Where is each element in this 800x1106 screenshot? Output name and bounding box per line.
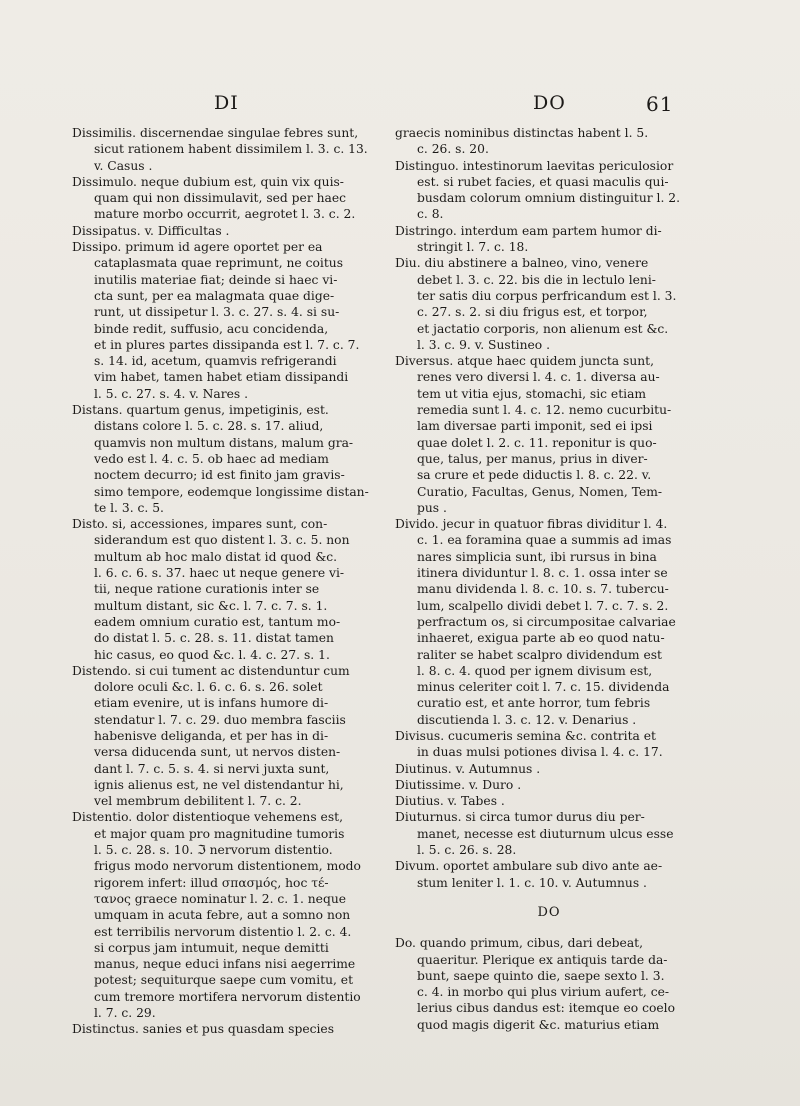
section-heading: DO bbox=[537, 904, 561, 920]
entry-text: oportet ambulare sub divo ante ae- stum leniter l. 1. c. 10. v. Autumnus . bbox=[417, 859, 663, 890]
dictionary-entry bbox=[395, 761, 703, 777]
entry-headword: Dissimulo. bbox=[72, 174, 137, 189]
entry-headword: Diuturnus. bbox=[395, 810, 462, 825]
header-center-letters: DO bbox=[533, 92, 566, 114]
dictionary-entry bbox=[395, 516, 703, 728]
entry-text: v. Difficultas . bbox=[144, 223, 230, 238]
right-column bbox=[395, 125, 703, 1033]
entry-headword: Distinguo. bbox=[395, 158, 459, 173]
running-header bbox=[0, 92, 800, 120]
dictionary-entry bbox=[72, 402, 376, 516]
entry-headword: Distans. bbox=[72, 403, 123, 418]
entry-headword: Disto. bbox=[72, 517, 109, 532]
entry-text: atque haec quidem juncta sunt, renes vero diversi l. 4. c. 1. diversa au- tem ut vitia ejus, stomachi, sic etiam remedia sunt l. 4. c. 12. nemo cucurbitu- lam diversae parti imponit, sed ei ipsi quae dolet l. 2. c. 11. reponitur is quo- que, talus, per manus, prius in diver- sa crure et pede diductis l. 8. c. 22. v. Curatio, Facultas, Genus, Nomen, Tem- pus . bbox=[417, 354, 672, 515]
entry-text: si circa tumor durus diu per- manet, necesse est diuturnum ulcus esse l. 5. c. 26. s. 28. bbox=[417, 810, 674, 858]
entry-text: v. Autumnus . bbox=[455, 761, 541, 776]
entry-text: primum id agere oportet per ea cataplasmata quae reprimunt, ne coitus inutilis materiae fiat; deinde si haec vi- cta sunt, per ea malagmata quae dige- runt, ut dissipetur l. 3. c. 27. s. 4. si su- binde redit, suffusio, acu concidenda, et in plures partes dissipanda est l. 7. c. 7. s. 14. id, acetum, quamvis refrigerandi vim habet, tamen habet etiam dissipandi l. 5. c. 27. s. 4. v. Nares . bbox=[94, 240, 360, 401]
dictionary-entry bbox=[72, 223, 376, 239]
entry-headword: Distringo. bbox=[395, 223, 457, 238]
entry-text: graecis nominibus distinctas habent l. 5. c. 26. s. 20. bbox=[395, 126, 649, 157]
entry-headword: Dissipatus. bbox=[72, 223, 141, 238]
dictionary-entry bbox=[395, 777, 703, 793]
dictionary-entry bbox=[72, 174, 376, 223]
entry-headword: Dissimilis. bbox=[72, 126, 137, 140]
dictionary-entry bbox=[395, 728, 703, 761]
entry-headword: Do. bbox=[395, 936, 416, 951]
entry-text: diu abstinere a balneo, vino, venere debet l. 3. c. 22. bis die in lectulo leni- ter satis diu corpus perfricandum est l. 3. c. 27. s. 2. si diu frigus est, et torpor, et jactatio corporis, non alienum est &c. l. 3. c. 9. v. Sustineo . bbox=[417, 256, 677, 352]
entry-text: quartum genus, impetiginis, est. distans colore l. 5. c. 28. s. 17. aliud, quamvis non multum distans, malum gra- vedo est l. 4. c. 5. ob haec ad mediam noctem decurro; id est finito jam gravis- simo tempore, eodemque longissime distan- te l. 3. c. 5. bbox=[94, 403, 369, 515]
entry-text: jecur in quatuor fibras dividitur l. 4. c. 1. ea foramina quae a summis ad imas nares simplicia sunt, ibi rursus in bina itinera dividuntur l. 8. c. 1. ossa inter se manu dividenda l. 8. c. 10. s. 7. tubercu- lum, scalpello dividi debet l. 7. c. 7. s. 2. perfractum os, si circumpositae calvariae inhaeret, exigua parte ab eo quod natu- raliter se habet scalpro dividendum est l. 8. c. 4. quod per ignem divisum est, minus celeriter coit l. 7. c. 15. dividenda curatio est, et ante horror, tum febris discutienda l. 3. c. 12. v. Denarius . bbox=[417, 517, 676, 727]
entry-text: neque dubium est, quin vix quis- quam qui non dissimulavit, sed per haec mature morbo occurrit, aegrotet l. 3. c. 2. bbox=[94, 174, 356, 222]
entry-text: cucumeris semina &c. contrita et in duas mulsi potiones divisa l. 4. c. 17. bbox=[417, 728, 663, 760]
entry-text: si, accessiones, impares sunt, con- siderandum est quo distent l. 3. c. 5. non multum ab hoc malo distat id quod &c. l. 6. c. 6. s. 37. haec ut neque genere vi- tii, neque ratione curationis inter se multum distant, sic &c. l. 7. c. 7. s. 1. eadem omnium curatio est, tantum mo- do distat l. 5. c. 28. s. 11. distat tamen hic casus, eo quod &c. l. 4. c. 27. s. 1. bbox=[94, 517, 350, 662]
left-column bbox=[72, 125, 376, 1038]
entry-text: sanies et pus quasdam species bbox=[142, 1022, 334, 1037]
entry-headword: Distinctus. bbox=[72, 1022, 139, 1037]
entry-headword: Diversus. bbox=[395, 354, 454, 369]
entry-text: si cui tument ac distenduntur cum dolore oculi &c. l. 6. c. 6. s. 26. solet etiam evenire, ut is infans humore di- stendatur l. 7. c. 29. duo membra fasciis habenisve deliganda, et per has in di- versa diducenda sunt, ut nervos disten- dant l. 7. c. 5. s. 4. si nervi juxta sunt, ignis alienus est, ne vel distendantur hi, vel membrum debilitent l. 7. c. 2. bbox=[94, 663, 350, 809]
dictionary-entry bbox=[72, 1021, 376, 1037]
entry-headword: Diutius. bbox=[395, 794, 444, 809]
dictionary-entry bbox=[395, 809, 703, 858]
dictionary-entry bbox=[395, 223, 703, 256]
entry-headword: Divido. bbox=[395, 517, 439, 532]
entry-headword: Diutissime. bbox=[395, 777, 465, 792]
entry-headword: Diu. bbox=[395, 256, 421, 271]
dictionary-entry bbox=[72, 663, 376, 810]
entry-text: v. Tabes . bbox=[447, 794, 505, 809]
entry-headword: Divisus. bbox=[395, 728, 445, 743]
dictionary-entry bbox=[395, 255, 703, 353]
entry-text: dolor distentioque vehemens est, et major quam pro magnitudine tumoris l. 5. c. 28. s. 10. ℑ nervorum distentio. frigus modo nervorum distentionem, modo rigorem infert: illud σπασμός, hoc τέ- τανος graece nominatur l. 2. c. 1. neque umquam in acuta febre, aut a somno non est terribilis nervorum distentio l. 2. c. 4. si corpus jam intumuit, neque demitti manus, neque educi infans nisi aegerrime potest; sequiturque saepe cum vomitu, et cum tremore mortifera nervorum distentio l. 7. c. 29. bbox=[94, 810, 361, 1021]
entry-text: intestinorum laevitas periculosior est. si rubet facies, et quasi maculis qui- busdam colorum omnium distinguitur l. 2. c. 8. bbox=[417, 158, 681, 222]
dictionary-entry bbox=[395, 158, 703, 223]
entry-headword: Diutinus. bbox=[395, 761, 452, 776]
dictionary-entry bbox=[72, 516, 376, 663]
dictionary-entry bbox=[395, 935, 703, 1033]
dictionary-entry bbox=[395, 353, 703, 516]
entry-text: discernendae singulae febres sunt, sicut rationem habent dissimilem l. 3. c. 13. v. Casus . bbox=[94, 126, 368, 173]
header-left-letters: DI bbox=[214, 92, 239, 114]
dictionary-entry bbox=[395, 793, 703, 809]
entry-headword: Distendo. bbox=[72, 663, 132, 678]
page-number: 61 bbox=[646, 92, 674, 116]
entry-text: v. Duro . bbox=[468, 777, 522, 792]
entry-headword: Distentio. bbox=[72, 810, 133, 825]
dictionary-entry bbox=[395, 125, 703, 158]
entry-headword: Divum. bbox=[395, 859, 440, 874]
dictionary-entry bbox=[72, 239, 376, 402]
dictionary-entry bbox=[72, 809, 376, 1021]
dictionary-entry bbox=[395, 858, 703, 891]
entry-text: quando primum, cibus, dari debeat, quaeritur. Plerique ex antiquis tarde da- bunt, saepe quinto die, saepe sexto l. 3. c. 4. in morbo qui plus virium aufert, ce- lerius cibus dandus est: itemque eo coelo quod magis digerit &c. maturius etiam bbox=[417, 936, 675, 1032]
dictionary-entry bbox=[72, 125, 376, 174]
entry-text: interdum eam partem humor di- stringit l. 7. c. 18. bbox=[417, 223, 662, 255]
entry-headword: Dissipo. bbox=[72, 240, 122, 255]
